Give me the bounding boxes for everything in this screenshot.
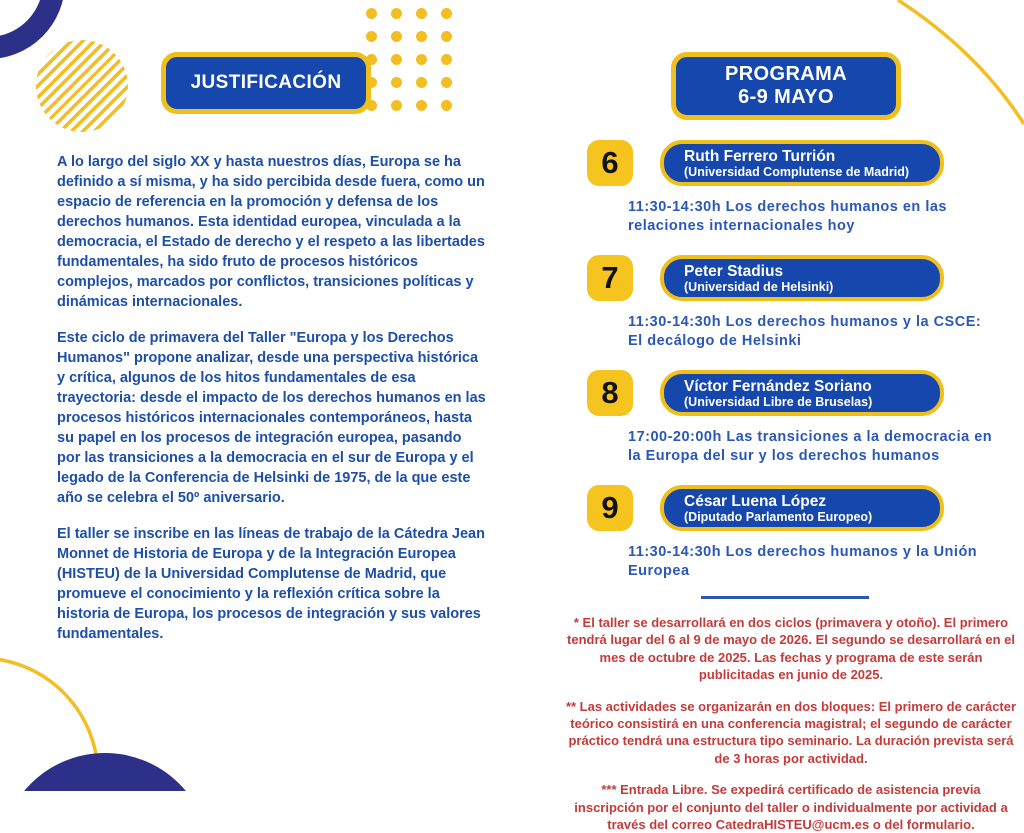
justification-paragraph-2: Este ciclo de primavera del Taller "Europa y los Derechos Humanos" propone analizar, desde una perspectiva histórica y crítica, algunos de los hitos fundamentales de esa trayectoria: desde el impacto de los derechos humanos en las procesos históricos internacionales contemporáneos, hasta su papel en los procesos de integración europea, pasando por las transiciones a la democracia en el sur de Europa y el legado de la Conferencia de Helsinki de 1975, de la que este año se celebra el 50º aniversario.: [57, 330, 486, 506]
session-description: 11:30-14:30h Los derechos humanos y la CSCE: El decálogo de Helsinki: [628, 314, 982, 349]
session-description: 11:30-14:30h Los derechos humanos y la Unión Europea: [628, 544, 978, 579]
footnote-1: * El taller se desarrollará en dos ciclos (primavera y otoño). El primero tendrá lugar del 6 al 9 de mayo de 2026. El segundo se desarrollará en el mes de octubre de 2025. Las fechas y programa de este serán publicitadas en junio de 2025.: [567, 615, 1015, 683]
justification-paragraph-1: A lo largo del siglo XX y hasta nuestros días, Europa se ha definido a sí misma, y ha sido percibida desde fuera, como un espacio de referencia en la promoción y defensa de los derechos humanos. Esta identidad europea, vinculada a la democracia, el Estado de derecho y el respeto a las libertades fundamentales, ha sido fruto de procesos históricos complejos, marcados por conflictos, transiciones políticas y dinámicas internacionales.: [57, 154, 485, 310]
speaker-name: Ruth Ferrero Turrión: [684, 147, 836, 165]
program-title-box: [671, 52, 901, 120]
footnotes-divider: [701, 596, 869, 599]
speaker-name: César Luena López: [684, 492, 827, 510]
program-day-row-6: [565, 140, 1017, 186]
speaker-pill: [660, 485, 944, 531]
program-day-row-8: [565, 370, 1017, 416]
speaker-pill: [660, 370, 944, 416]
session-description: 17:00-20:00h Las transiciones a la democracia en la Europa del sur y los derechos humanos: [628, 429, 993, 464]
speaker-pill: [660, 140, 944, 186]
speaker-affiliation: (Diputado Parlamento Europeo): [684, 509, 873, 524]
justification-title-box: [161, 52, 371, 114]
yellow-circle-bottom-left-icon: [0, 658, 98, 791]
navy-ring-top-left-icon: [0, 0, 54, 48]
justification-section: [57, 52, 487, 660]
navy-ring-bottom-left-icon: [19, 772, 191, 791]
day-number-badge: 6: [587, 140, 633, 186]
justification-title: JUSTIFICACIÓN: [190, 72, 342, 93]
speaker-name: Peter Stadius: [684, 262, 784, 280]
footnote-3: *** Entrada Libre. Se expedirá certificado de asistencia previa inscripción por el conjunto del taller o individualmente por actividad a través del correo CatedraHISTEU@ucm.es o del formulario.: [574, 782, 1008, 833]
day-number-badge: 7: [587, 255, 633, 301]
session-description: 11:30-14:30h Los derechos humanos en las relaciones internacionales hoy: [628, 199, 947, 234]
speaker-affiliation: (Universidad Complutense de Madrid): [684, 164, 910, 179]
day-number-badge: 8: [587, 370, 633, 416]
speaker-affiliation: (Universidad Libre de Bruselas): [684, 394, 873, 409]
program-section: [565, 52, 1017, 833]
program-day-row-9: [565, 485, 1017, 531]
speaker-affiliation: (Universidad de Helsinki): [684, 279, 834, 294]
speaker-pill: [660, 255, 944, 301]
justification-paragraph-3: El taller se inscribe en las líneas de trabajo de la Cátedra Jean Monnet de Historia de Europa y de la Integración Europea (HISTEU) de la Universidad Complutense de Madrid, que promueve el conocimiento y la reflexión crítica sobre la historia de Europa, los procesos de integración y sus valores fundamentales.: [57, 526, 485, 642]
footnote-2: ** Las actividades se organizarán en dos bloques: El primero de carácter teórico consistirá en una conferencia magistral; el segundo de carácter práctico tendrá una estructura tipo seminario. La duración prevista será de 3 horas por actividad.: [565, 698, 1017, 766]
program-title-line1: PROGRAMA: [724, 63, 848, 85]
program-title-line2: 6-9 MAYO: [738, 86, 834, 108]
program-day-row-7: [565, 255, 1017, 301]
speaker-name: Víctor Fernández Soriano: [684, 377, 872, 395]
day-number-badge: 9: [587, 485, 633, 531]
